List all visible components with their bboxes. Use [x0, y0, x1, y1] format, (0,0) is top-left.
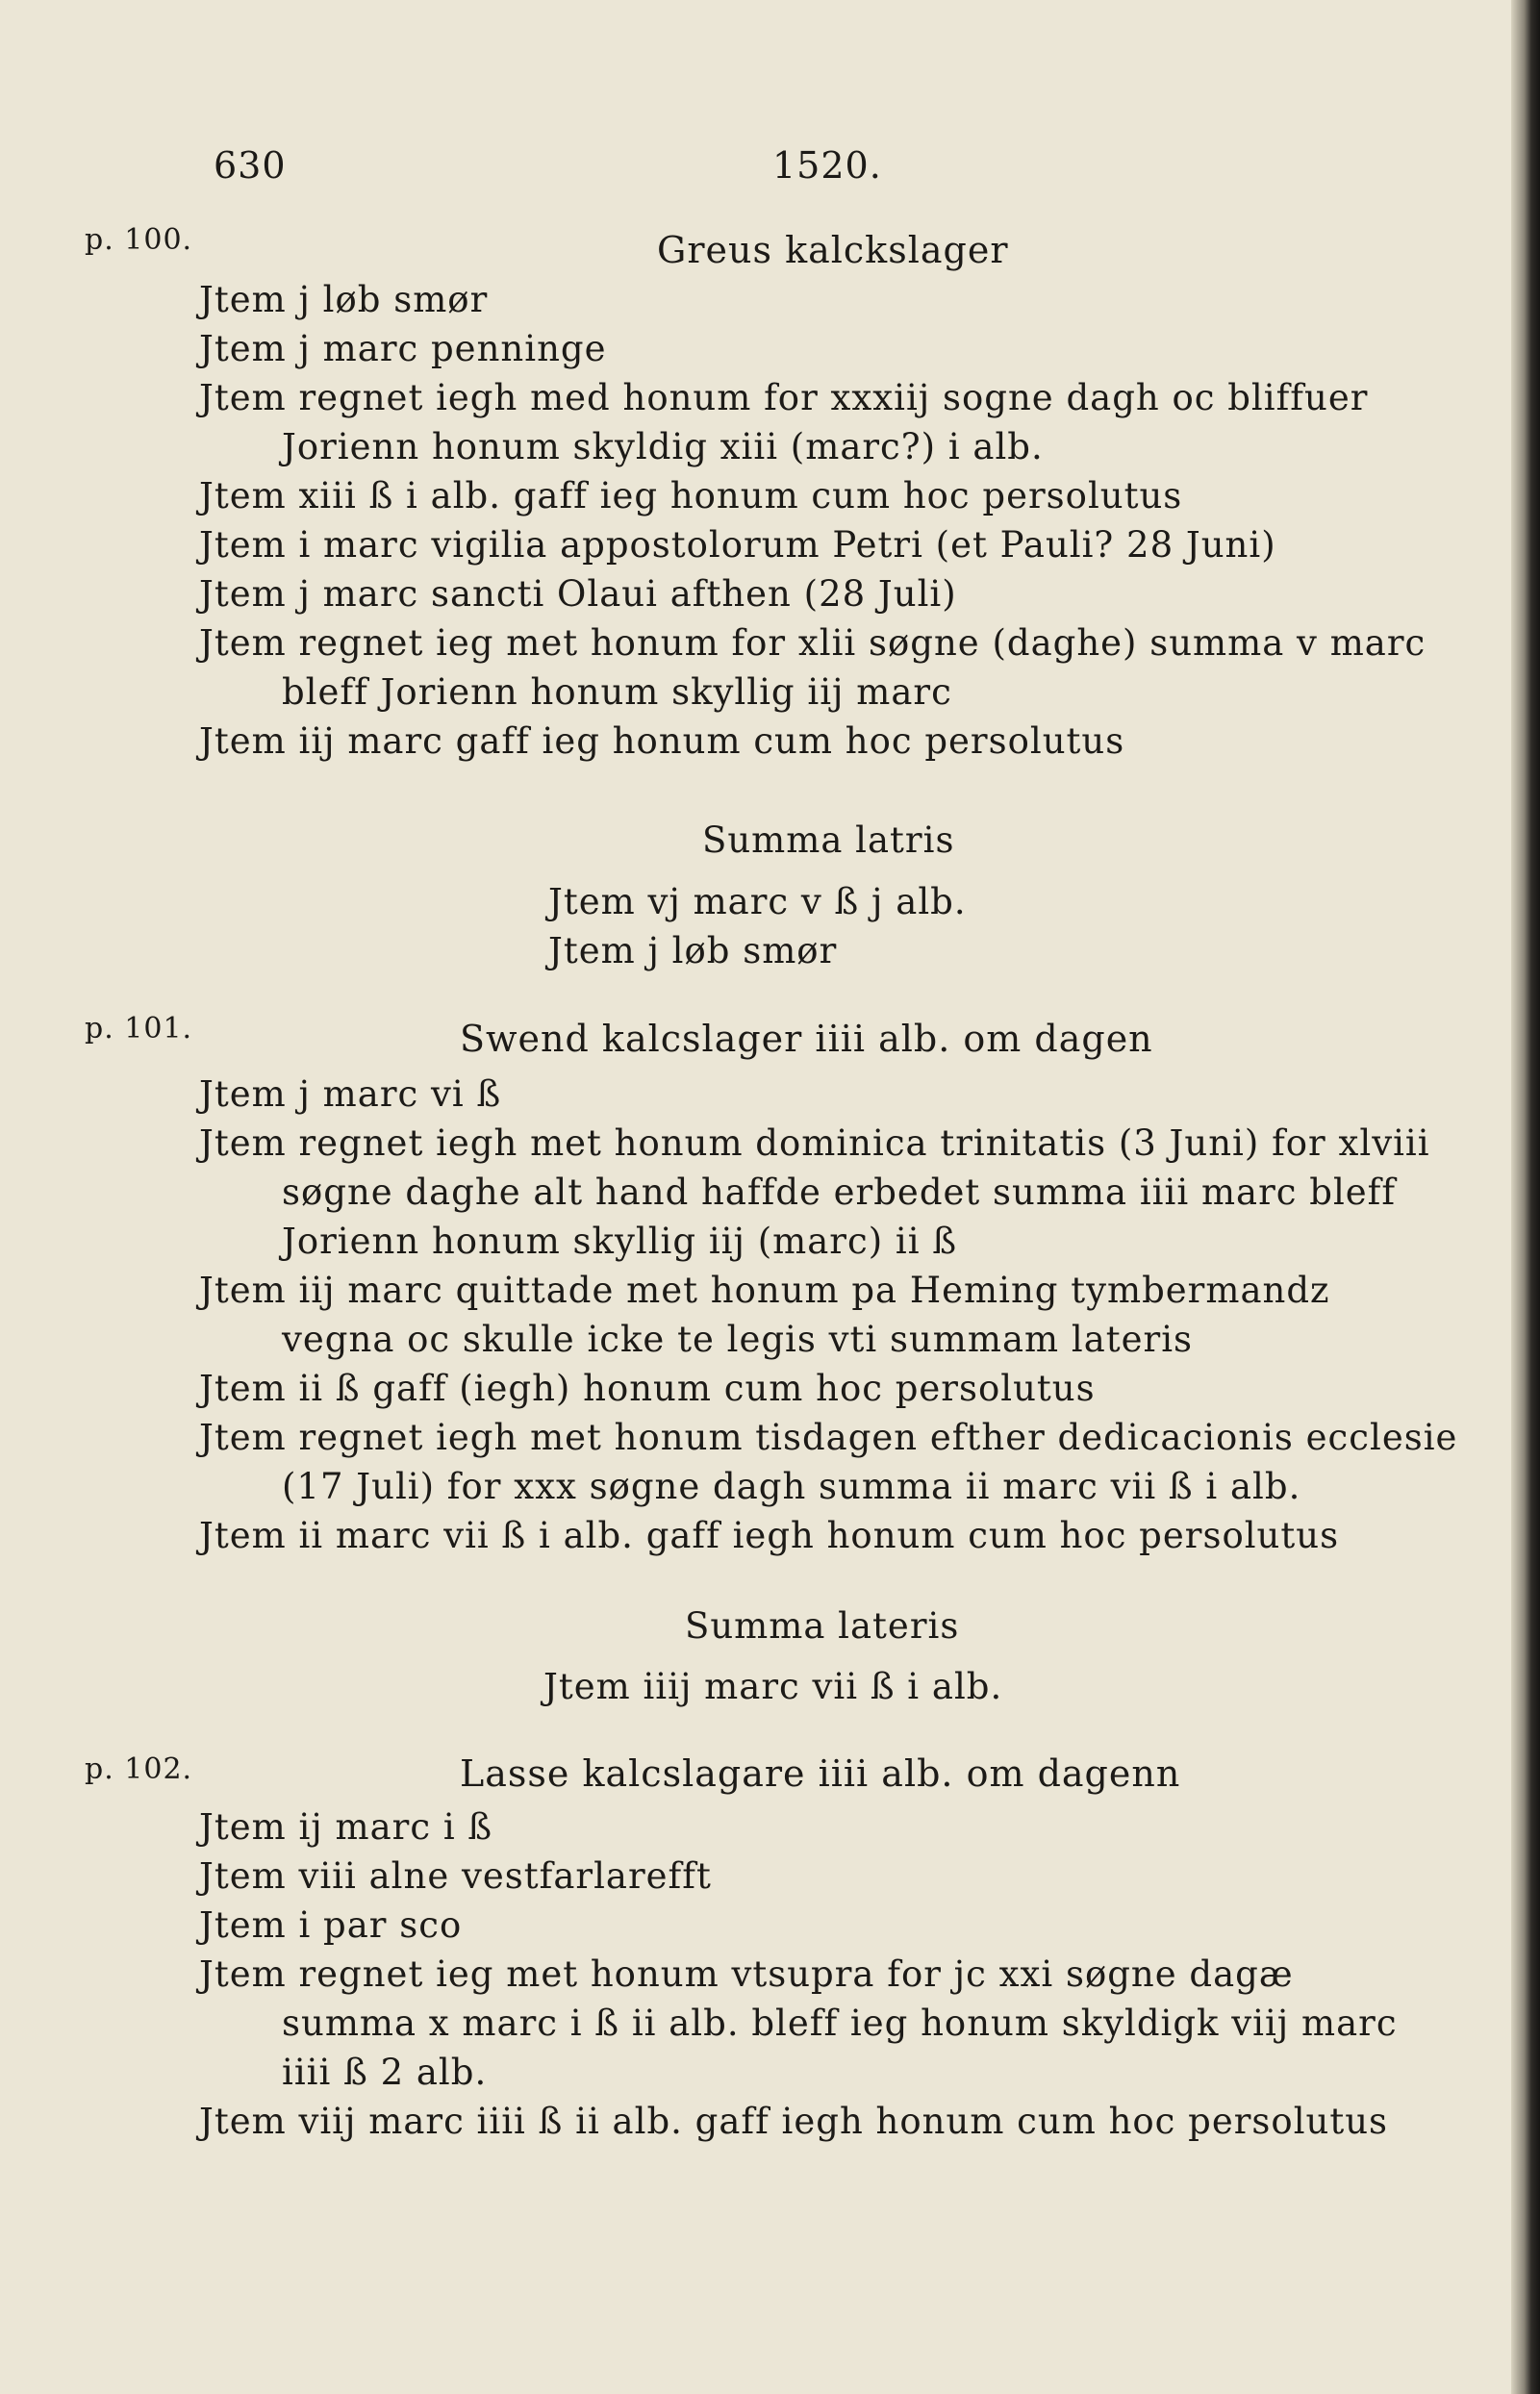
margin-page-reference: p. 101.: [85, 1012, 193, 1046]
entry-line: Jtem viij marc iiii ß ii alb. gaff iegh honum cum hoc persolutus: [199, 2101, 1389, 2142]
summa-line: Jtem iiij marc vii ß i alb.: [543, 1666, 1003, 1707]
section-heading: Swend kalcslager iiii alb. om dagen: [460, 1018, 1153, 1060]
entry-line: iiii ß 2 alb.: [282, 2052, 488, 2093]
summa-title: Summa latris: [702, 819, 955, 861]
entry-line: Jtem regnet iegh met honum dominica trinitatis (3 Juni) for xlviii: [199, 1122, 1430, 1164]
entry-line: Jtem j marc sancti Olaui afthen (28 Juli): [199, 573, 957, 615]
entry-line: Jtem i marc vigilia appostolorum Petri (et Pauli? 28 Juni): [199, 524, 1276, 566]
page-number: 630: [214, 144, 287, 187]
running-head-year: 1520.: [772, 144, 882, 187]
entry-line: Jtem ii marc vii ß i alb. gaff iegh honum cum hoc persolutus: [199, 1515, 1340, 1556]
entry-line: Jorienn honum skyllig iij (marc) ii ß: [282, 1221, 958, 1262]
ledger-entries: [199, 275, 1450, 766]
entry-line: Jtem regnet iegh med honum for xxxiij sogne dagh oc bliffuer: [199, 377, 1369, 418]
entry-line: Jtem j marc penninge: [199, 328, 607, 369]
ledger-entries: [199, 1802, 1450, 2146]
summa-line: Jtem j løb smør: [548, 930, 838, 971]
entry-line: Jtem viii alne vestfarlarefft: [199, 1855, 712, 1897]
entry-line: vegna oc skulle icke te legis vti summam lateris: [282, 1319, 1194, 1360]
margin-page-reference: p. 102.: [85, 1752, 193, 1786]
entry-line: Jtem iij marc quittade met honum pa Heming tymbermandz: [199, 1270, 1330, 1311]
summa-lines: [543, 1662, 1002, 1711]
entry-line: Jtem iij marc gaff ieg honum cum hoc persolutus: [199, 720, 1125, 762]
entry-line: Jtem xiii ß i alb. gaff ieg honum cum hoc persolutus: [199, 475, 1183, 517]
entry-line: bleff Jorienn honum skyllig iij marc: [282, 671, 952, 713]
entry-line: Jtem i par sco: [199, 1904, 463, 1946]
entry-line: (17 Juli) for xxx søgne dagh summa ii marc vii ß i alb.: [282, 1466, 1301, 1507]
entry-line: Jtem regnet iegh met honum tisdagen efther dedicacionis ecclesie: [199, 1417, 1458, 1458]
ledger-entries: [199, 1070, 1458, 1560]
margin-page-reference: p. 100.: [85, 223, 193, 257]
entry-line: Jorienn honum skyldig xiii (marc?) i alb.: [282, 426, 1044, 467]
entry-line: Jtem ii ß gaff (iegh) honum cum hoc persolutus: [199, 1368, 1096, 1409]
book-spine-shadow: [1511, 0, 1540, 2394]
entry-line: søgne daghe alt hand haffde erbedet summa iiii marc bleff: [282, 1172, 1397, 1213]
entry-line: summa x marc i ß ii alb. bleff ieg honum skyldigk viij marc: [282, 2003, 1398, 2044]
summa-lines: [548, 877, 967, 975]
summa-title: Summa lateris: [685, 1605, 960, 1647]
entry-line: Jtem regnet ieg met honum vtsupra for jc xxi søgne dagæ: [199, 1953, 1294, 1995]
entry-line: Jtem j marc vi ß: [199, 1073, 502, 1115]
section-heading: Lasse kalcslagare iiii alb. om dagenn: [460, 1752, 1181, 1795]
summa-line: Jtem vj marc v ß j alb.: [548, 881, 967, 922]
section-heading: Greus kalckslager: [657, 229, 1009, 271]
entry-line: Jtem regnet ieg met honum for xlii søgne (daghe) summa v marc: [199, 622, 1426, 664]
entry-line: Jtem ij marc i ß: [199, 1806, 493, 1848]
entry-line: Jtem j løb smør: [199, 279, 489, 320]
